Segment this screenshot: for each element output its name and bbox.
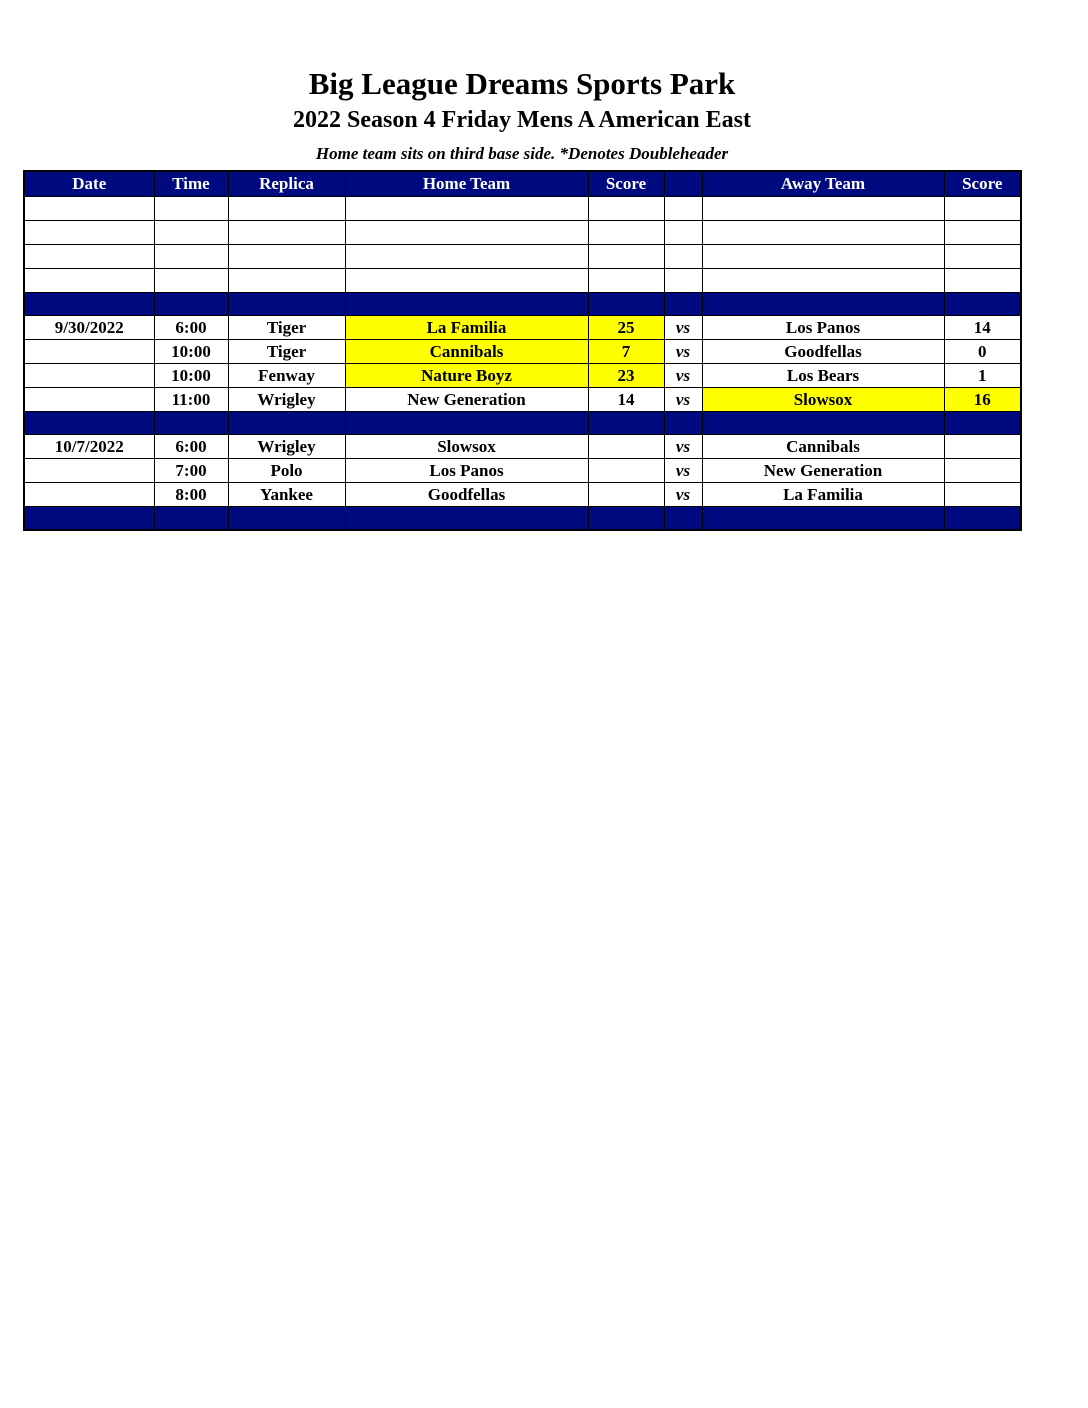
column-header-away-team: Away Team (702, 171, 944, 197)
home-score (588, 483, 664, 507)
home-score: 25 (588, 316, 664, 340)
away-team: Los Panos (702, 316, 944, 340)
game-date (24, 364, 154, 388)
schedule-note: Home team sits on third base side. *Denotes Doubleheader (315, 144, 729, 163)
empty-row (24, 221, 1021, 245)
home-score: 14 (588, 388, 664, 412)
home-score: 23 (588, 364, 664, 388)
game-date: 9/30/2022 (24, 316, 154, 340)
away-team: Goodfellas (702, 340, 944, 364)
away-score: 1 (944, 364, 1021, 388)
table-row (24, 340, 1021, 364)
column-header-time: Time (154, 171, 228, 197)
vs-label: vs (664, 364, 702, 388)
game-time: 10:00 (154, 340, 228, 364)
away-team: Slowsox (702, 388, 944, 412)
game-date: 10/7/2022 (24, 435, 154, 459)
away-team: Cannibals (702, 435, 944, 459)
away-score (944, 483, 1021, 507)
table-row (24, 435, 1021, 459)
game-time: 7:00 (154, 459, 228, 483)
page-title: Big League Dreams Sports Park (308, 66, 736, 101)
game-date (24, 483, 154, 507)
game-time: 8:00 (154, 483, 228, 507)
vs-label: vs (664, 435, 702, 459)
table-row (24, 459, 1021, 483)
column-header-home-score: Score (588, 171, 664, 197)
away-score: 0 (944, 340, 1021, 364)
away-team: La Familia (702, 483, 944, 507)
field-replica: Wrigley (228, 435, 345, 459)
league-subtitle: 2022 Season 4 Friday Mens A American East (292, 107, 751, 133)
home-score: 7 (588, 340, 664, 364)
column-header-away-score: Score (944, 171, 1021, 197)
home-team: New Generation (345, 388, 588, 412)
vs-label: vs (664, 340, 702, 364)
field-replica: Wrigley (228, 388, 345, 412)
game-time: 10:00 (154, 364, 228, 388)
away-team: New Generation (702, 459, 944, 483)
column-header-vs (664, 171, 702, 197)
game-time: 6:00 (154, 316, 228, 340)
home-team: Nature Boyz (345, 364, 588, 388)
vs-label: vs (664, 316, 702, 340)
field-replica: Tiger (228, 316, 345, 340)
home-team: Slowsox (345, 435, 588, 459)
home-team: Los Panos (345, 459, 588, 483)
column-header-replica: Replica (228, 171, 345, 197)
field-replica: Yankee (228, 483, 345, 507)
vs-label: vs (664, 483, 702, 507)
table-row (24, 388, 1021, 412)
away-score: 14 (944, 316, 1021, 340)
game-time: 11:00 (154, 388, 228, 412)
separator-row (24, 293, 1021, 316)
home-team: Cannibals (345, 340, 588, 364)
home-score (588, 435, 664, 459)
away-score: 16 (944, 388, 1021, 412)
empty-row (24, 269, 1021, 293)
separator-row (24, 507, 1021, 531)
column-header-date: Date (24, 171, 154, 197)
away-team: Los Bears (702, 364, 944, 388)
game-time: 6:00 (154, 435, 228, 459)
table-row (24, 316, 1021, 340)
vs-label: vs (664, 388, 702, 412)
game-date (24, 340, 154, 364)
column-header-home-team: Home Team (345, 171, 588, 197)
field-replica: Tiger (228, 340, 345, 364)
home-team: La Familia (345, 316, 588, 340)
table-header-row (24, 171, 1021, 197)
game-date (24, 459, 154, 483)
away-score (944, 459, 1021, 483)
empty-row (24, 245, 1021, 269)
home-team: Goodfellas (345, 483, 588, 507)
empty-row (24, 197, 1021, 221)
schedule-table (23, 170, 1022, 531)
game-date (24, 388, 154, 412)
home-score (588, 459, 664, 483)
vs-label: vs (664, 459, 702, 483)
table-row (24, 364, 1021, 388)
field-replica: Polo (228, 459, 345, 483)
separator-row (24, 412, 1021, 435)
away-score (944, 435, 1021, 459)
table-row (24, 483, 1021, 507)
field-replica: Fenway (228, 364, 345, 388)
